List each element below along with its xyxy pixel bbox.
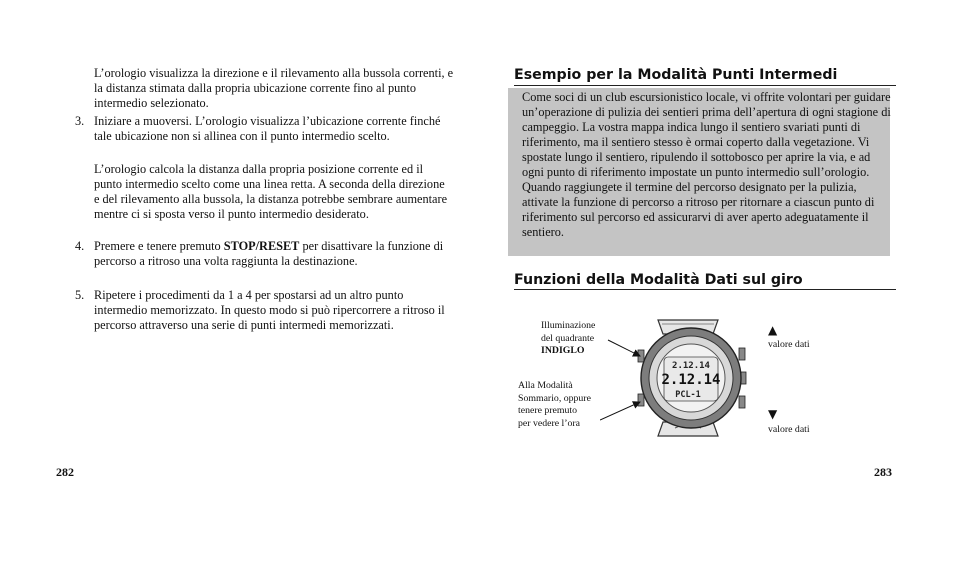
heading-lap-data-functions: Funzioni della Modalità Dati sul giro <box>514 272 803 288</box>
example-shaded-box <box>508 88 890 256</box>
page-number-right: 283 <box>874 465 892 479</box>
callout-indiglo-line1: Illuminazione <box>541 320 596 331</box>
step-3-text: Iniziare a muoversi. L’orologio visualizza l’ubicazione corrente finché tale ubicazione non si allinea con il punto intermedio scelto. <box>94 114 441 143</box>
callout-summary-line2: Sommario, oppure <box>518 392 591 404</box>
down-data-value-label: valore dati <box>768 424 810 435</box>
step-3-note: L’orologio calcola la distanza dalla propria posizione corrente ed il punto intermedio scelto come una linea retta. A seconda della direzione e del rilevamento alla bussola, la distanza potrebbe sembrare aumentare mentre ci si sposta verso il punto intermedio desiderato. <box>94 162 448 221</box>
display-line-2: 2.12.14 <box>661 372 721 388</box>
watch-button-bottom-left-icon <box>638 394 644 406</box>
page-number-left: 282 <box>56 465 74 479</box>
callout-summary-line1: Alla Modalità <box>518 380 573 391</box>
display-line-3: PCL-1 <box>675 390 701 400</box>
heading-2-rule <box>514 289 896 290</box>
display-line-1: 2.12.14 <box>672 361 710 371</box>
example-text: Come soci di un club escursionistico locale, vi offrite volontari per guidare un’operazione di pulizia dei sentieri prima dell’apertura di ogni stagione di campeggio. La vostra mappa indica lungo il sentiero svariati punti di riferimento, ma il sentiero stesso è ormai coperto dalla vegetazione. Vi spostate lungo il sentiero, ripulendo il sottobosco per aprire la via, e ad ogni punto di riferimento impostate un punto intermedio sull’orologio. Quando raggiungete il termine del percorso designato per la pulizia, attivate la funzione di percorso a ritroso per ritornare a ciascun punto di riferimento sul percorso ed assicurarvi di aver aperto adeguatamente il sentiero. <box>522 90 891 239</box>
stop-reset-label: STOP/RESET <box>223 239 300 253</box>
step-3-number: 3. <box>75 114 85 128</box>
callout-indiglo-line2: del quadrante <box>541 332 595 344</box>
callout-summary-line3: tenere premuto <box>518 405 578 416</box>
up-triangle-icon: ▲ <box>768 323 778 337</box>
watch-button-bottom-right-icon <box>739 396 745 408</box>
down-triangle-icon: ▼ <box>768 407 778 421</box>
step-5-text: Ripetere i procedimenti da 1 a 4 per spostarsi ad un altro punto intermedio memorizzato. In questo modo si può ripercorrere a ritroso il percorso attraverso una serie di punti intermedi memorizzati. <box>94 288 445 332</box>
step-5-number: 5. <box>75 288 85 302</box>
heading-1-rule <box>514 85 896 86</box>
callout-summary-line4: per vedere l’ora <box>518 417 581 429</box>
step-4-text-post: per disattivare la funzione di percorso a ritroso una volta raggiunta la destinazione. <box>94 239 444 268</box>
arrow-mode <box>600 402 640 420</box>
step-4-text <box>94 239 444 269</box>
callout-indiglo-bold: INDIGLO <box>541 345 585 356</box>
intro-paragraph: L’orologio visualizza la direzione e il rilevamento alla bussola correnti, e la distanza stimata dalla propria ubicazione corrente fino al punto intermedio selezionato. <box>94 66 454 110</box>
step-4-text-pre: Premere e tenere premuto <box>94 239 224 253</box>
watch-button-mid-right-icon <box>741 372 746 384</box>
up-data-value-label: valore dati <box>768 339 810 350</box>
step-4-number: 4. <box>75 239 85 253</box>
watch-illustration <box>600 310 778 445</box>
watch-button-top-right-icon <box>739 348 745 360</box>
arrow-indiglo <box>608 340 640 356</box>
heading-waypoint-example: Esempio per la Modalità Punti Intermedi <box>514 67 838 83</box>
callout-summary-mode <box>518 380 591 430</box>
callout-indiglo <box>541 320 595 358</box>
